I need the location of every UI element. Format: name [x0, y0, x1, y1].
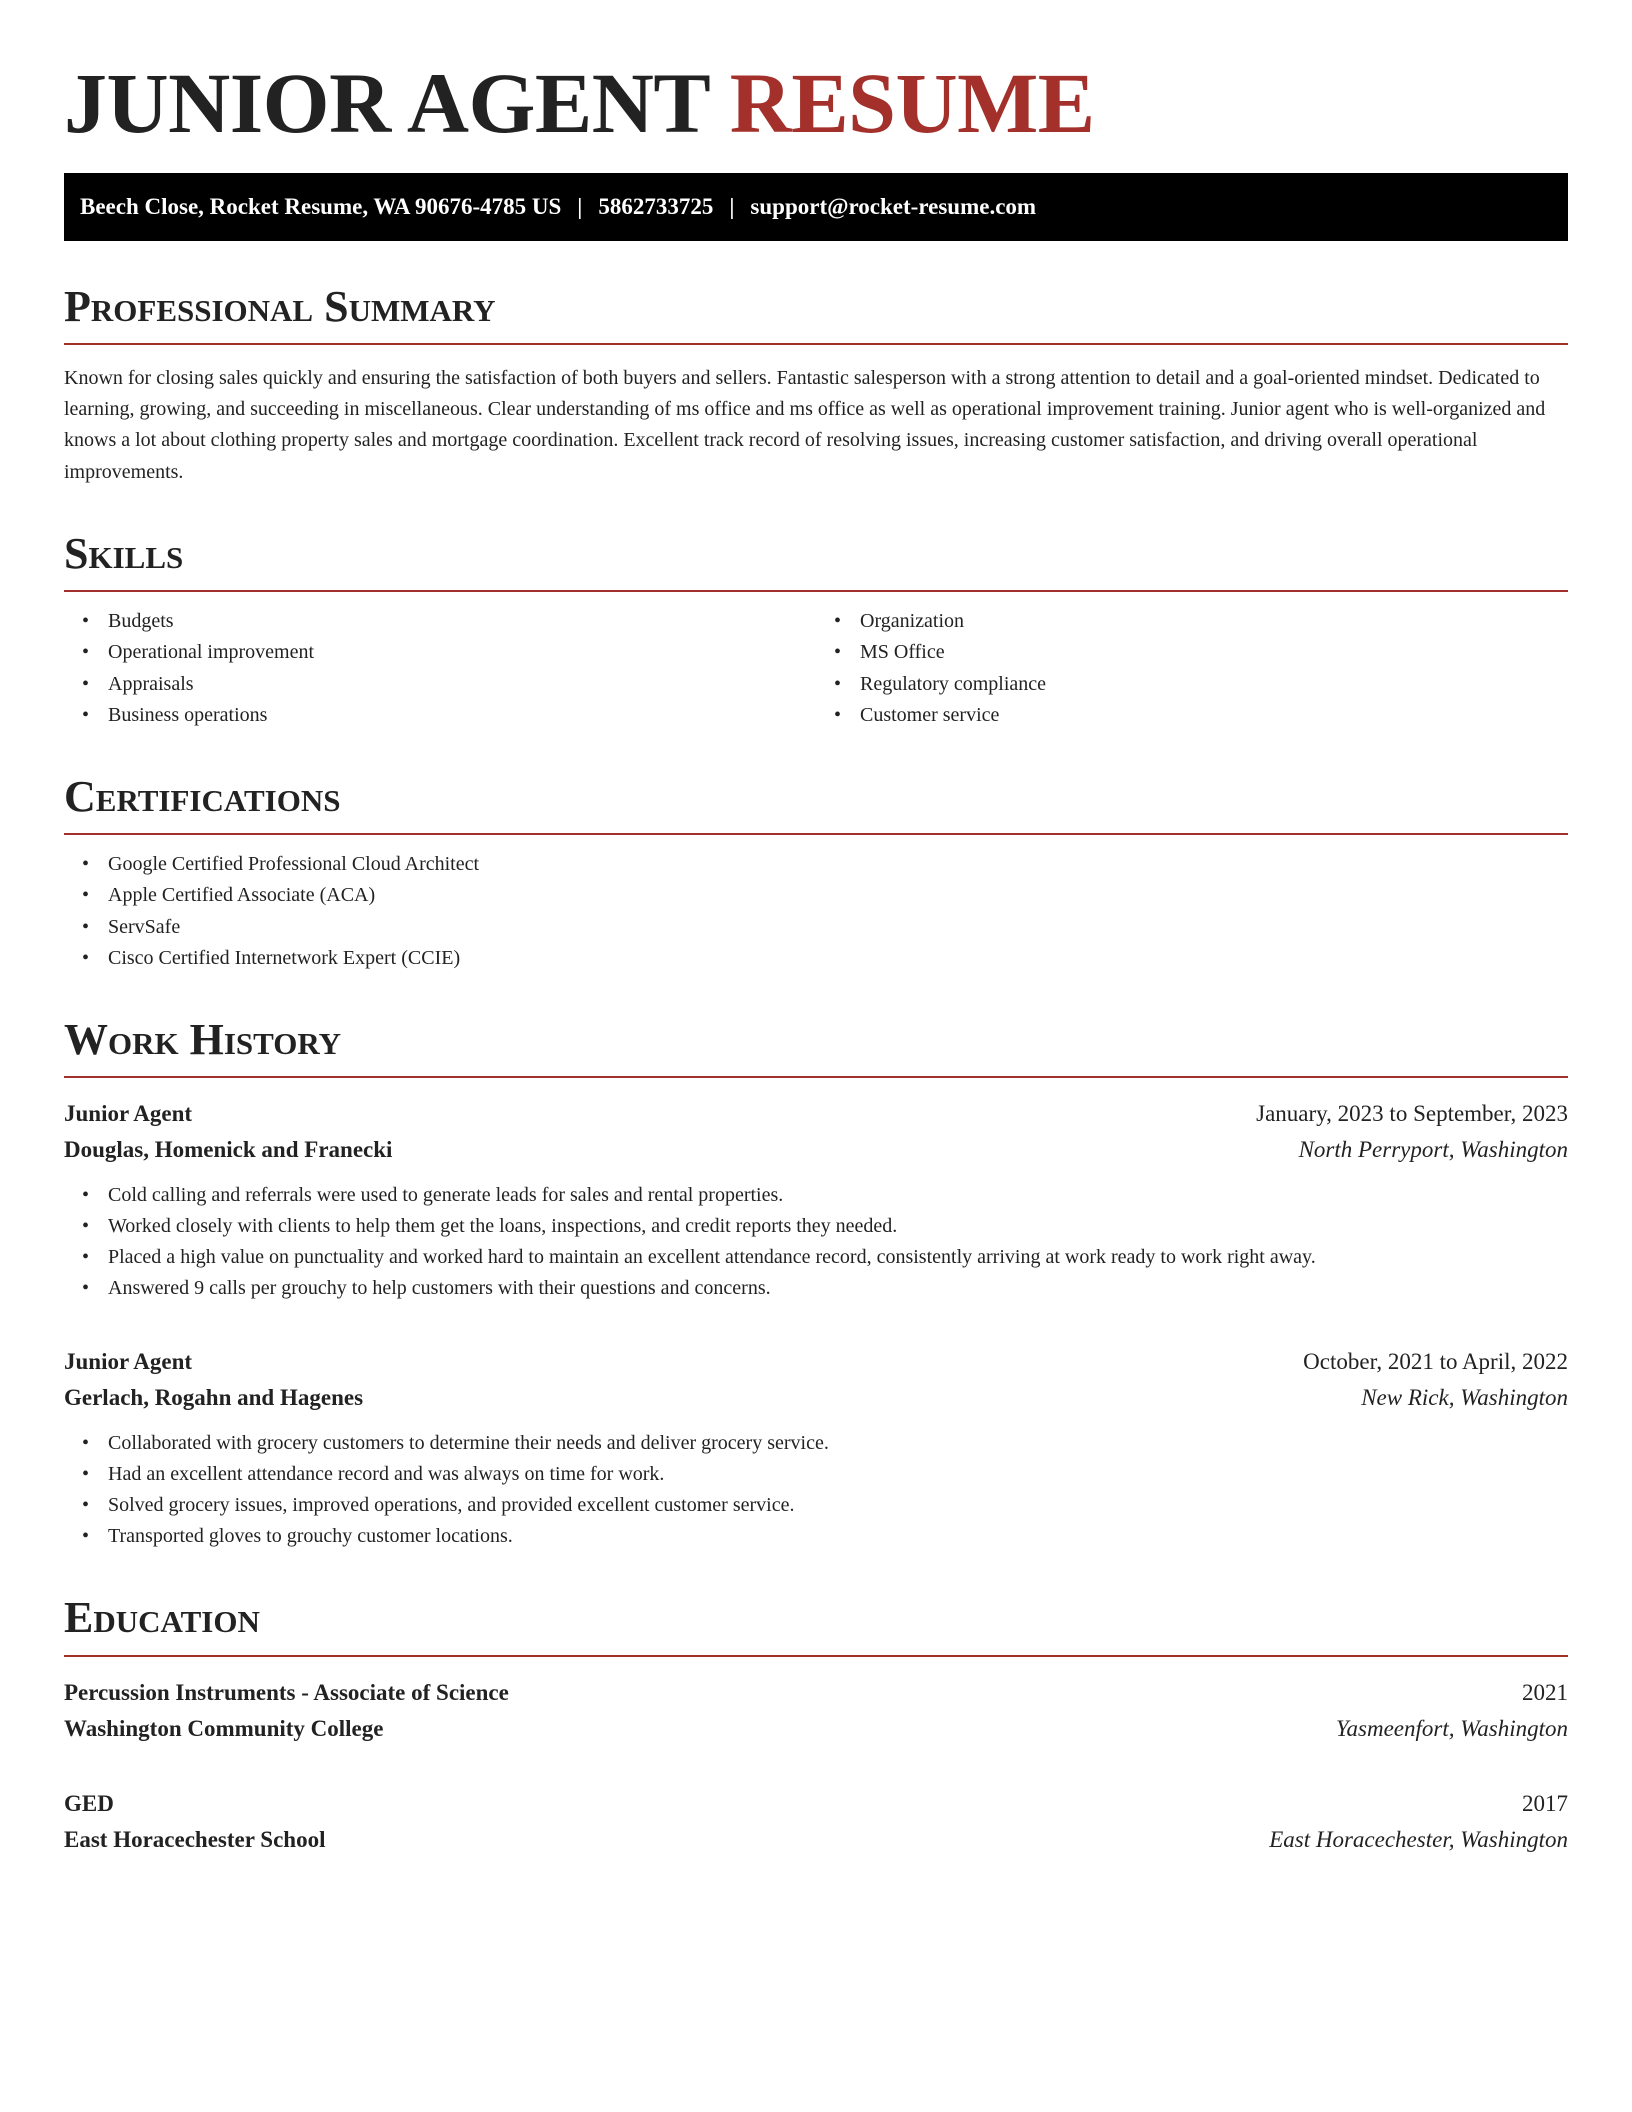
work-history-section	[64, 1016, 1568, 1552]
resume-title	[64, 56, 1568, 151]
skill-item: • Regulatory compliance	[860, 669, 1568, 700]
job-company-row	[64, 1380, 1568, 1416]
skill-item: • Organization	[860, 606, 1568, 637]
education-entry	[64, 1675, 1568, 1746]
professional-summary-section	[64, 283, 1568, 488]
job-company: Gerlach, Rogahn and Hagenes	[64, 1385, 364, 1411]
education-school: Washington Community College	[64, 1715, 384, 1741]
job-duty-item: • Answered 9 calls per grouchy to help customers with their questions and concerns.	[108, 1273, 1568, 1304]
job-company-row	[64, 1132, 1568, 1168]
skill-item: • Customer service	[860, 700, 1568, 731]
education-school-row	[64, 1711, 1568, 1747]
skills-section	[64, 530, 1568, 731]
skill-item: • Business operations	[108, 700, 816, 731]
job-entry	[64, 1096, 1568, 1304]
job-company: Douglas, Homenick and Franecki	[64, 1137, 393, 1163]
contact-address: Beech Close, Rocket Resume, WA 90676-4785 US	[80, 193, 562, 219]
education-degree-row	[64, 1786, 1568, 1822]
skill-item: • Budgets	[108, 606, 816, 637]
contact-separator: |	[577, 193, 583, 219]
education-school-row	[64, 1822, 1568, 1858]
skills-grid	[64, 592, 1568, 731]
certification-item: • Apple Certified Associate (ACA)	[108, 880, 1568, 911]
job-duty-item: • Transported gloves to grouchy customer locations.	[108, 1521, 1568, 1552]
section-heading-summary: Professional Summary	[64, 283, 1568, 345]
section-heading-work-history: Work History	[64, 1016, 1568, 1078]
job-duties-list	[64, 1180, 1568, 1305]
skills-list-left	[64, 606, 816, 731]
job-duty-item: • Placed a high value on punctuality and worked hard to maintain an excellent attendance record, consistently arriving at work ready to work right away.	[108, 1242, 1568, 1273]
section-heading-education: Education	[64, 1594, 1568, 1656]
title-main: JUNIOR AGENT	[64, 55, 709, 151]
job-header-row	[64, 1344, 1568, 1380]
job-entry	[64, 1344, 1568, 1552]
contact-email[interactable]: support@rocket-resume.com	[750, 193, 1037, 219]
certification-item: • Cisco Certified Internetwork Expert (CCIE)	[108, 943, 1568, 974]
job-dates: October, 2021 to April, 2022	[1303, 1349, 1568, 1375]
title-accent: RESUME	[729, 55, 1095, 151]
education-entry	[64, 1786, 1568, 1857]
certifications-section	[64, 773, 1568, 974]
skill-item: • Operational improvement	[108, 637, 816, 668]
education-location: East Horacechester, Washington	[1269, 1826, 1568, 1852]
skill-item: • Appraisals	[108, 669, 816, 700]
certifications-list	[64, 849, 1568, 974]
job-title: Junior Agent	[64, 1101, 193, 1127]
education-year: 2017	[1522, 1791, 1568, 1817]
skills-list-right	[816, 606, 1568, 731]
job-duty-item: • Collaborated with grocery customers to determine their needs and deliver grocery service.	[108, 1428, 1568, 1459]
job-location: North Perryport, Washington	[1298, 1137, 1568, 1163]
education-location: Yasmeenfort, Washington	[1335, 1715, 1568, 1741]
education-section	[64, 1594, 1568, 1857]
job-duty-item: • Had an excellent attendance record and was always on time for work.	[108, 1459, 1568, 1490]
section-heading-certifications: Certifications	[64, 773, 1568, 835]
job-duty-item: • Worked closely with clients to help them get the loans, inspections, and credit reports they needed.	[108, 1211, 1568, 1242]
education-degree: GED	[64, 1791, 114, 1817]
certification-item: • ServSafe	[108, 912, 1568, 943]
contact-phone[interactable]: 5862733725	[598, 193, 714, 219]
education-school: East Horacechester School	[64, 1826, 326, 1852]
certification-item: • Google Certified Professional Cloud Architect	[108, 849, 1568, 880]
job-duty-item: • Solved grocery issues, improved operations, and provided excellent customer service.	[108, 1490, 1568, 1521]
education-year: 2021	[1522, 1679, 1568, 1705]
job-duties-list	[64, 1428, 1568, 1553]
summary-text: Known for closing sales quickly and ensuring the satisfaction of both buyers and sellers. Fantastic salesperson with a strong attention to detail and a goal-oriented mindset. Dedicated to learning, growing, and succeeding in miscellaneous. Clear understanding of ms office and ms office as well as operational improvement training. Junior agent who is well-organized and knows a lot about clothing property sales and mortgage coordination. Excellent track record of resolving issues, increasing customer satisfaction, and driving overall operational improvements.	[64, 366, 1546, 483]
section-heading-skills: Skills	[64, 530, 1568, 592]
job-title: Junior Agent	[64, 1349, 193, 1375]
job-duty-item: • Cold calling and referrals were used to generate leads for sales and rental properties.	[108, 1180, 1568, 1211]
skill-item: • MS Office	[860, 637, 1568, 668]
job-location: New Rick, Washington	[1361, 1385, 1568, 1411]
contact-bar	[64, 173, 1568, 241]
education-degree: Percussion Instruments - Associate of Science	[64, 1679, 509, 1705]
job-header-row	[64, 1096, 1568, 1132]
job-dates: January, 2023 to September, 2023	[1256, 1101, 1568, 1127]
contact-separator: |	[729, 193, 735, 219]
education-degree-row	[64, 1675, 1568, 1711]
